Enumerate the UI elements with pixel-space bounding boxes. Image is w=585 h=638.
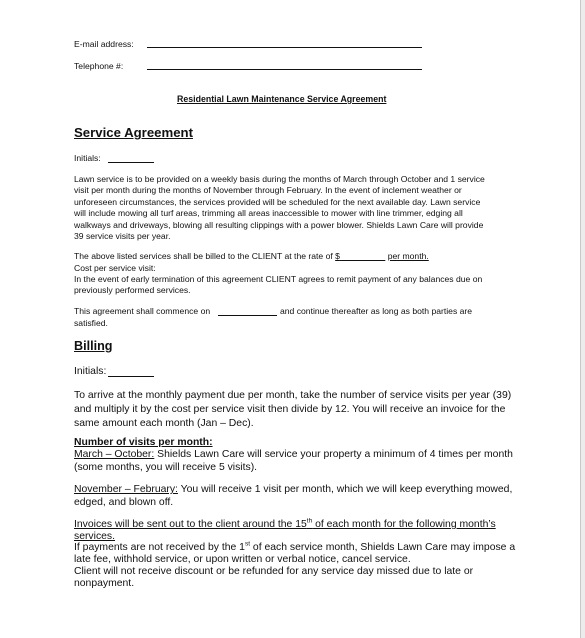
service-description-paragraph [74,174,544,242]
invoices-superscript: th [306,517,313,525]
rate-amount-blank[interactable] [335,251,385,261]
november-february-line-2: edged, and blown off. [74,497,174,508]
march-october-text: Shields Lawn Care will service your property a minimum of 4 times per month [154,449,513,460]
march-october-label: March – October: [74,449,155,460]
march-october-line [74,448,513,462]
initials-blank-line[interactable] [108,162,154,163]
invoices-text: Invoices will be sent out to the client around the 15 [74,519,307,530]
email-blank-line[interactable] [147,47,422,48]
late-payment-superscript: st [244,540,251,548]
late-payment-text-after: of each service month, Shields Lawn Care may impose a [250,542,516,553]
initials-label: Initials: [74,153,101,163]
paragraph-line: previously performed services. [74,285,191,296]
telephone-blank-line[interactable] [147,69,422,70]
paragraph-line: In the event of early termination of this agreement CLIENT agrees to remit payment of any balances due on [74,274,483,284]
paragraph-line: To arrive at the monthly payment due per month, take the number of service visits per year (39) [74,390,512,401]
dollar-sign: $ [335,251,340,261]
march-october-line-2: (some months, you will receive 5 visits). [74,462,258,473]
cost-per-visit-label: Cost per service visit: [74,263,156,273]
commence-date-blank-line[interactable] [218,315,277,316]
per-month-text: per month. [387,251,429,261]
invoices-text-after: of each month for the following month’s [312,519,496,530]
commence-end-text: satisfied. [74,318,108,328]
service-agreement-heading: Service Agreement [74,125,193,140]
paragraph-line: visit per month during the months of November through February. In the event of inclement weather or [74,185,462,196]
billing-rate-text: The above listed services shall be billed to the CLIENT at the rate of [74,251,333,261]
commence-continue-text: and continue thereafter as long as both parties are [280,306,473,316]
november-february-line [74,483,512,497]
commence-text: This agreement shall commence on [74,306,211,316]
billing-initials-label: Initials: [74,366,107,377]
discount-line-2: nonpayment. [74,578,135,589]
email-label: E-mail address: [74,39,134,49]
late-payment-text: If payments are not received by the 1 [74,542,245,553]
paragraph-line: unforeseen circumstances, the services provided will be scheduled for the next available day. Lawn service [74,196,481,207]
billing-initials-blank-line[interactable] [108,376,154,377]
november-february-label: November – February: [74,484,178,495]
discount-line-1: Client will not receive discount or be refunded for any service day missed due to late or [74,566,474,577]
paragraph-line: walkways and driveways, blowing all resulting clippings with a power blower. Shields Lawn Care will provide [74,219,484,230]
document-title: Residential Lawn Maintenance Service Agreement [177,94,387,104]
late-payment-line-2: late fee, withhold service, or upon written or verbal notice, cancel service. [74,554,411,565]
early-termination-paragraph [74,274,544,297]
invoices-line-2: services. [74,531,115,542]
invoices-line [74,518,496,532]
paragraph-line: and multiply it by the cost per service visit then divide by 12. You will receive an invoice for the [74,403,506,415]
visits-per-month-heading: Number of visits per month: [74,437,213,448]
paragraph-line: will include mowing all turf areas, trimming all areas inaccessible to mower with line trimmer, edging all [74,208,463,219]
telephone-label: Telephone #: [74,61,124,71]
billing-rate-line [74,251,429,262]
paragraph-line: same amount each month (Jan – Dec). [74,417,254,429]
billing-calculation-paragraph [74,389,544,431]
commence-line [74,306,210,317]
billing-heading: Billing [74,339,113,353]
november-february-text: You will receive 1 visit per month, which we will keep everything mowed, [177,484,513,495]
paragraph-line: 39 service visits per year. [74,231,171,242]
paragraph-line: Lawn service is to be provided on a weekly basis during the months of March through October and 1 service [74,174,485,184]
